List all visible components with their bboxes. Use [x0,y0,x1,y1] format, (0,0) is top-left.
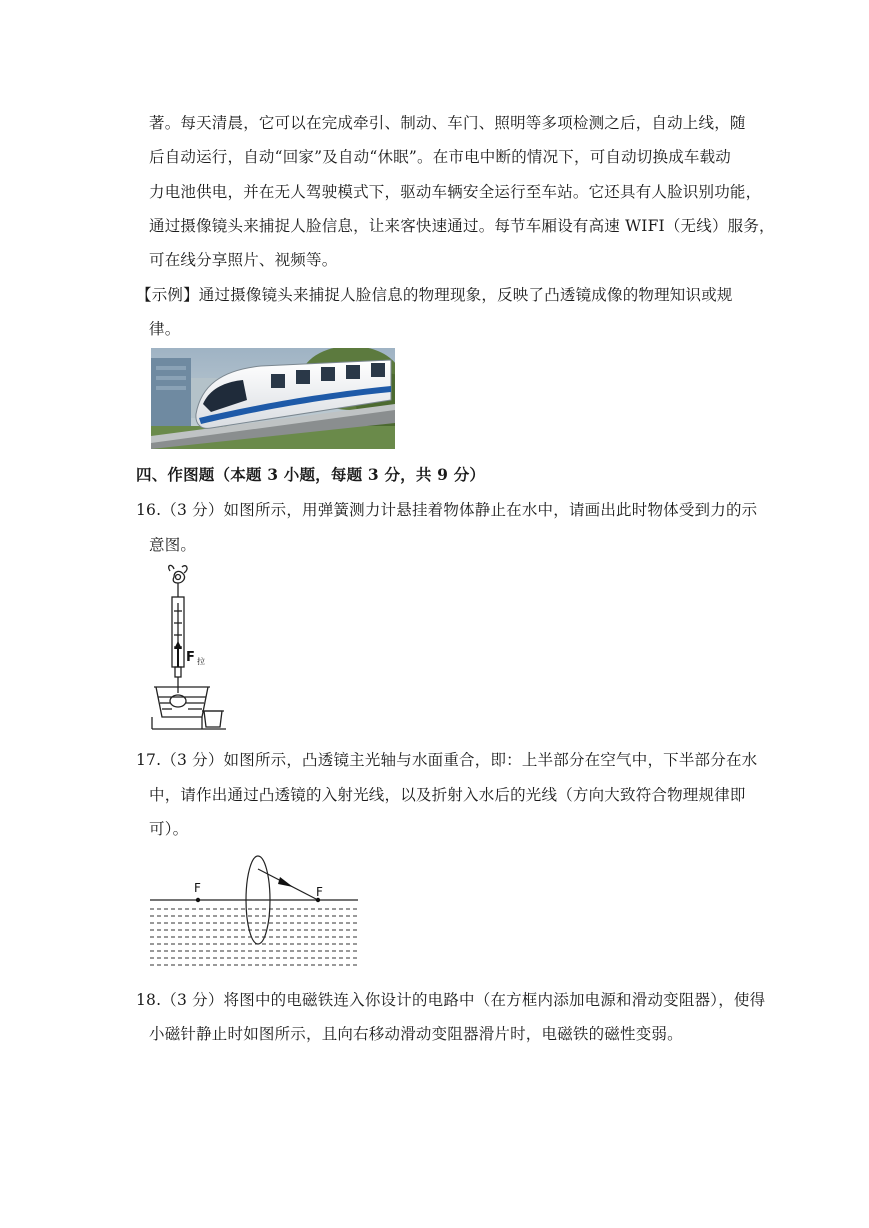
example-line-2: 律。 [149,320,181,338]
passage-line-2: 后自动运行，自动“回家”及自动“休眠”。在市电中断的情况下，可自动切换成车载动 [149,148,731,166]
spring-scale-diagram [150,563,230,735]
passage-line-1: 著。每天清晨，它可以在完成牵引、制动、车门、照明等多项检测之后，自动上线，随 [149,114,746,132]
q16-line-1: 16.（3 分）如图所示，用弹簧测力计悬挂着物体静止在水中，请画出此时物体受到力的示 [136,501,758,519]
q17-line-3: 可）。 [149,820,189,838]
q17-line-2: 中，请作出通过凸透镜的入射光线，以及折射入水后的光线（方向大致符合物理规律即 [149,786,746,804]
q18-line-1: 18.（3 分）将图中的电磁铁连入你设计的电路中（在方框内添加电源和滑动变阻器），使得 [136,991,766,1009]
monorail-train-photo [151,348,395,449]
section-heading: 四、作图题（本题 3 小题，每题 3 分，共 9 分） [136,465,486,484]
passage-line-3: 力电池供电，并在无人驾驶模式下，驱动车辆安全运行至车站。它还具有人脸识别功能， [149,183,762,201]
example-line-1: 【示例】通过摄像镜头来捕捉人脸信息的物理现象，反映了凸透镜成像的物理知识或规 [136,286,733,304]
q16-line-2: 意图。 [149,536,197,554]
q18-line-2: 小磁针静止时如图所示，且向右移动滑动变阻器滑片时，电磁铁的磁性变弱。 [149,1025,683,1043]
force-subscript: 拉 [197,657,205,666]
passage-line-4: 通过摄像镜头来捕捉人脸信息，让来客快速通过。每节车厢设有高速 WIFI（无线）服务， [149,217,775,235]
focus-right-label: F [316,885,323,899]
passage-line-5: 可在线分享照片、视频等。 [149,251,338,269]
convex-lens-diagram [150,855,360,970]
force-label: F [186,650,195,665]
q17-line-1: 17.（3 分）如图所示，凸透镜主光轴与水面重合，即：上半部分在空气中，下半部分在水 [136,751,758,769]
focus-left-label: F [194,881,201,895]
